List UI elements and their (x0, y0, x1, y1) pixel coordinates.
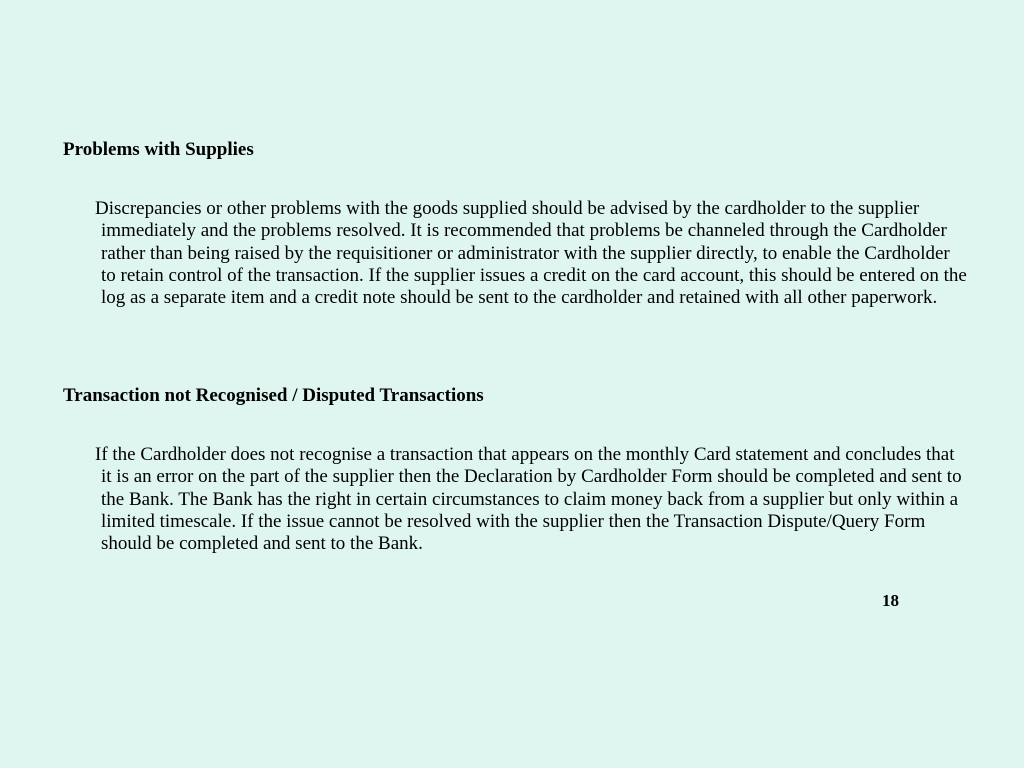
section-body-problems-with-supplies: Discrepancies or other problems with the goods supplied should be advised by the cardholder to the supplier immediately and the problems resolved. It is recommended that problems be channeled through the Cardholder rather than being raised by the requisitioner or administrator with the supplier directly, to enable the Cardholder to retain control of the transaction. If the supplier issues a credit on the card account, this should be entered on the log as a separate item and a credit note should be sent to the cardholder and retained with all other paperwork. (95, 198, 967, 309)
section-heading-disputed-transactions: Transaction not Recognised / Disputed Transactions (63, 385, 484, 406)
page-number: 18 (882, 591, 899, 610)
section-heading-problems-with-supplies: Problems with Supplies (63, 139, 254, 160)
section-body-disputed-transactions: If the Cardholder does not recognise a transaction that appears on the monthly Card statement and concludes that it is an error on the part of the supplier then the Declaration by Cardholder Form should be completed and sent to the Bank. The Bank has the right in certain circumstances to claim money back from a supplier but only within a limited timescale. If the issue cannot be resolved with the supplier then the Transaction Dispute/Query Form should be completed and sent to the Bank. (95, 444, 962, 555)
